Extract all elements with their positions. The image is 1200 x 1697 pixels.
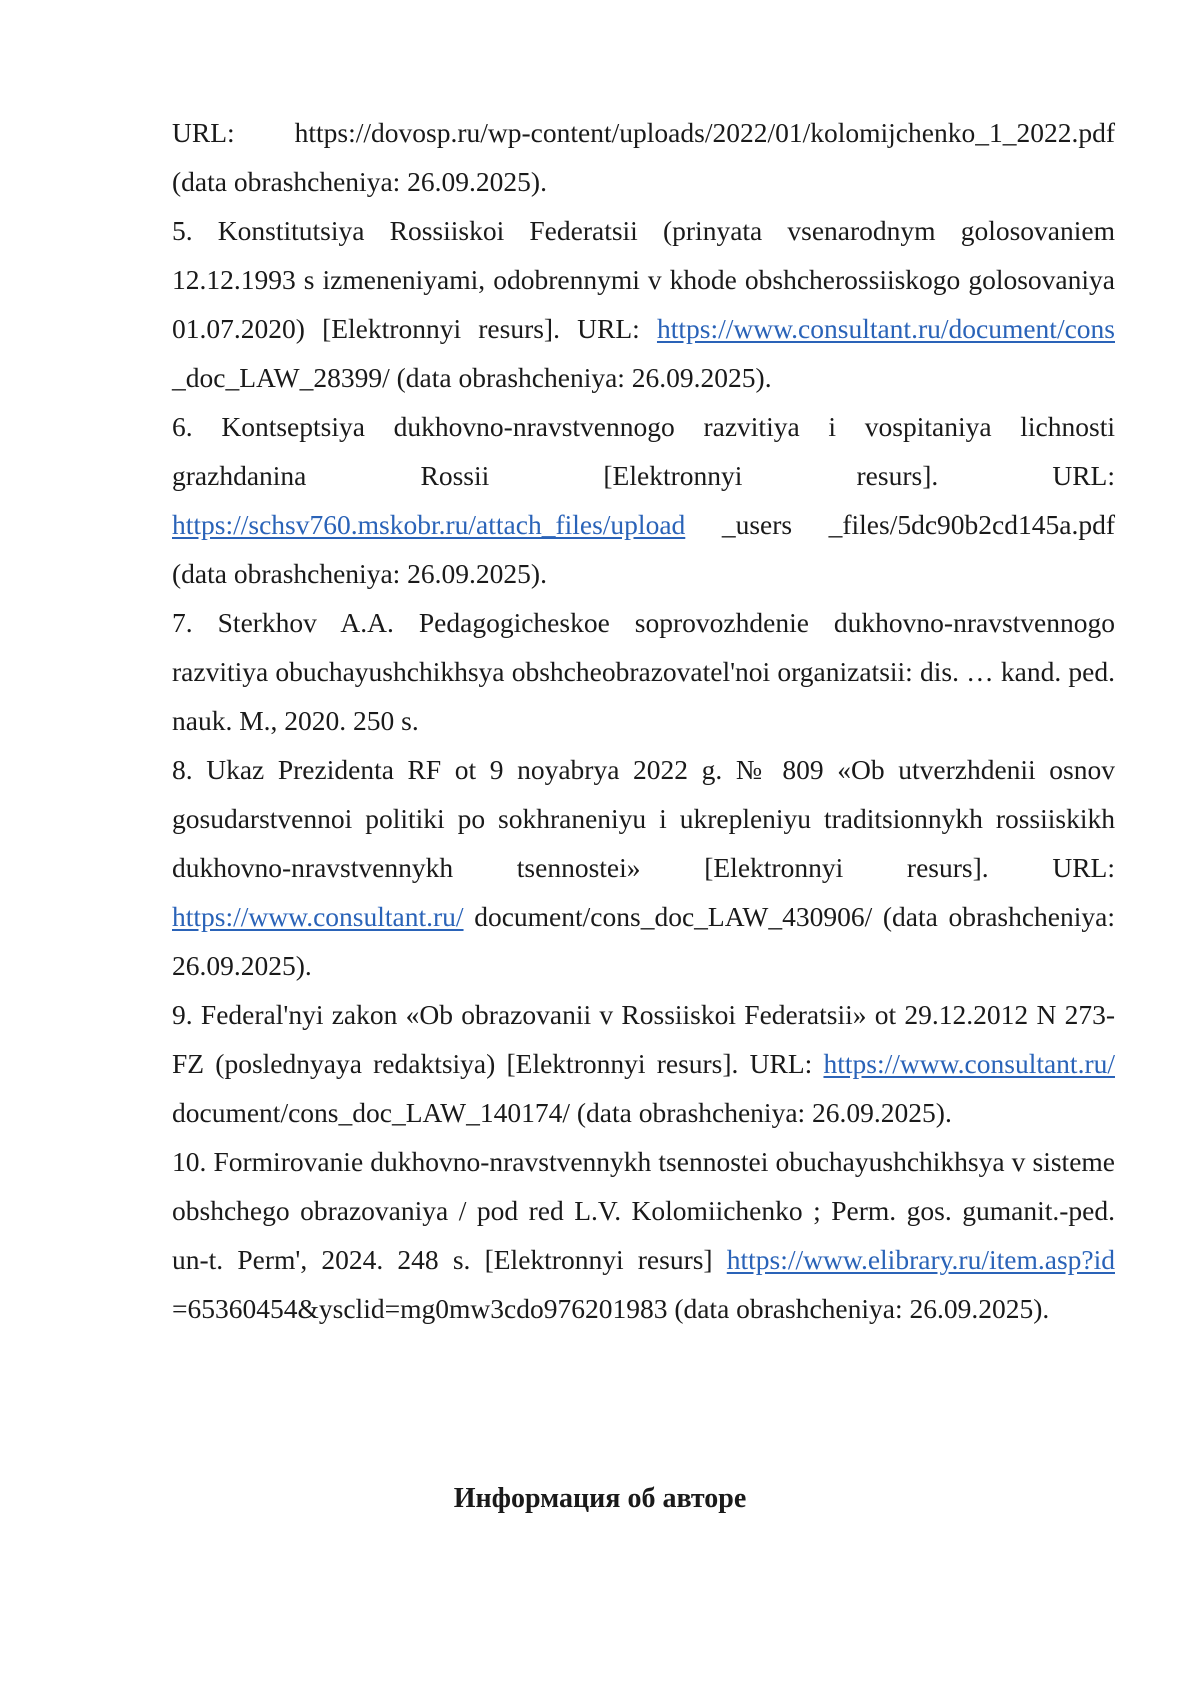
reference-10 <box>172 1137 1115 1333</box>
reference-text-tail: document/cons_doc_LAW_140174/ (data obrashcheniya: 26.09.2025). <box>172 1097 952 1128</box>
reference-text-tail: _doc_LAW_28399/ (data obrashcheniya: 26.09.2025). <box>172 362 772 393</box>
author-info-heading: Информация об авторе <box>453 1483 747 1514</box>
reference-text: 8. Ukaz Prezidenta RF ot 9 noyabrya 2022 g. № 809 «Ob utverzhdenii osnov gosudarstvennoi politiki po sokhraneniyu i ukrepleniyu traditsionnykh rossiiskikh dukhovno-nravstvennykh tsennostei» [Elektronnyi resurs]. URL: <box>172 754 1115 883</box>
reference-text: 10. Formirovanie dukhovno-nravstvennykh tsennostei obuchayushchikhsya v sisteme obshchego obrazovaniya / pod red L.V. Kolomiichenko ; Perm. gos. gumanit.-ped. un-t. Perm', 2024. 248 s. [Elektronnyi resurs] <box>172 1146 1115 1275</box>
reference-link[interactable]: https://www.consultant.ru/document/cons <box>656 313 1115 344</box>
reference-list <box>172 108 1115 1333</box>
reference-text: 9. Federal'nyi zakon «Ob obrazovanii v Rossiiskoi Federatsii» ot 29.12.2012 N 273-FZ (poslednyaya redaktsiya) [Elektronnyi resurs]. URL: <box>172 999 1115 1079</box>
reference-5 <box>172 206 1115 402</box>
reference-link[interactable]: https://schsv760.mskobr.ru/attach_files/upload <box>172 509 686 540</box>
reference-text-tail: document/cons_doc_LAW_430906/ (data obrashcheniya: 26.09.2025). <box>172 901 1115 981</box>
reference-link[interactable]: https://www.consultant.ru/ <box>823 1048 1115 1079</box>
reference-text: 5. Konstitutsiya Rossiiskoi Federatsii (prinyata vsenarodnym golosovaniem 12.12.1993 s izmeneniyami, odobrennymi v khode obshcherossiiskogo golosovaniya 01.07.2020) [Elektronnyi resurs]. URL: <box>172 215 1115 344</box>
reference-text: URL: https://dovosp.ru/wp-content/uploads/2022/01/kolomijchenko_1_2022.pdf (data obrashcheniya: 26.09.2025). <box>172 117 1115 197</box>
reference-link[interactable]: https://www.consultant.ru/ <box>172 901 464 932</box>
reference-4-continuation <box>172 108 1115 206</box>
reference-9 <box>172 990 1115 1137</box>
reference-text-tail: =65360454&ysclid=mg0mw3cdo976201983 (data obrashcheniya: 26.09.2025). <box>172 1293 1050 1324</box>
reference-7 <box>172 598 1115 745</box>
reference-text: 6. Kontseptsiya dukhovno-nravstvennogo razvitiya i vospitaniya lichnosti grazhdanina Rossii [Elektronnyi resurs]. URL: <box>172 411 1115 491</box>
reference-text: 7. Sterkhov A.A. Pedagogicheskoe soprovozhdenie dukhovno-nravstvennogo razvitiya obuchayushchikhsya obshcheobrazovatel'noi organizatsii: dis. … kand. ped. nauk. M., 2020. 250 s. <box>172 607 1115 736</box>
reference-link[interactable]: https://www.elibrary.ru/item.asp?id <box>726 1244 1115 1275</box>
reference-8 <box>172 745 1115 990</box>
reference-6 <box>172 402 1115 598</box>
reference-text-tail: _users _files/5dc90b2cd145a.pdf (data obrashcheniya: 26.09.2025). <box>172 509 1115 589</box>
